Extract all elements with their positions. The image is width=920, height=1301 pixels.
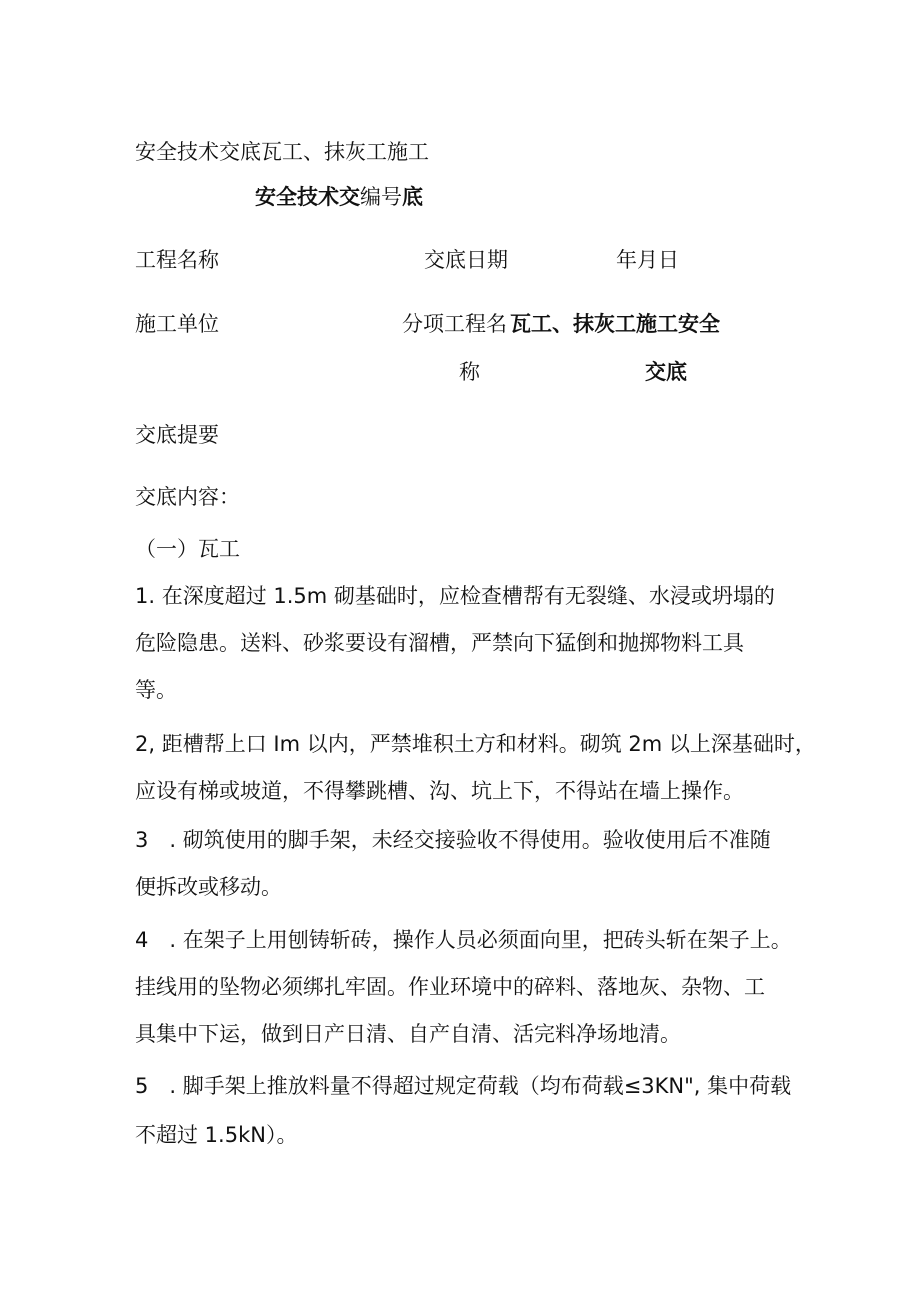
item-3-line-1: 3 . 砌筑使用的脚手架，未经交接验收不得使用。验收使用后不准随 [135,828,771,852]
item-3-line-2: 便拆改或移动。 [135,875,282,899]
item-1-line-3: 等。 [135,678,177,702]
form-heading-part1: 安全技术交 [255,185,360,209]
item-1-line-2: 危险隐患。送料、砂浆要设有溜槽，严禁向下猛倒和抛掷物料工具 [135,631,744,655]
date-label: 交底日期 [424,248,508,272]
sub-project-label-a: 分项工程名 [402,312,507,336]
item-5-line-1: 5 . 脚手架上推放料量不得超过规定荷载（均布荷载≤3KN", 集中荷载 [135,1074,792,1098]
construction-unit-label: 施工单位 [135,312,219,336]
item-4-line-2: 挂线用的坠物必须绑扎牢固。作业环境中的碎料、落地灰、杂物、工 [135,975,765,999]
sub-project-value-b: 交底 [645,360,687,384]
sub-project-label-b: 称 [459,360,480,384]
item-4-line-1: 4 . 在架子上用刨铸斩砖，操作人员必须面向里，把砖头斩在架子上。 [135,928,792,952]
item-1-line-1: 1. 在深度超过 1.5m 砌基础时，应检查槽帮有无裂缝、水浸或坍塌的 [135,584,775,608]
document-title: 安全技术交底瓦工、抹灰工施工 [135,140,429,164]
form-heading [255,183,423,211]
sub-project-value-a: 瓦工、抹灰工施工安全 [510,312,720,336]
form-heading-number-label: 编号 [360,185,402,209]
item-5-line-2: 不超过 1.5kN）。 [135,1123,298,1147]
section-title: （一）瓦工 [135,537,240,561]
item-2-line-1: 2, 距槽帮上口 Im 以内，严禁堆积土方和材料。砌筑 2m 以上深基础时， [135,732,816,756]
item-4-line-3: 具集中下运，做到日产日清、自产自清、活完料净场地清。 [135,1022,681,1046]
item-2-line-2: 应设有梯或坡道，不得攀跳槽、沟、坑上下，不得站在墙上操作。 [135,779,744,803]
content-label: 交底内容： [135,485,240,509]
summary-label: 交底提要 [135,423,219,447]
date-value: 年月日 [616,248,679,272]
form-heading-part3: 底 [402,185,423,209]
project-name-label: 工程名称 [135,248,219,272]
